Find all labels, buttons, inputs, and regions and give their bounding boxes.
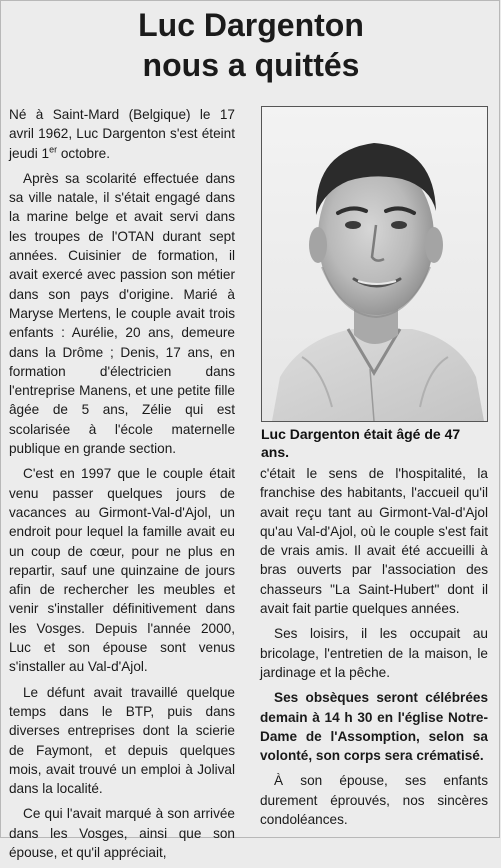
article-paragraph-funeral: Ses obsèques seront célébrées demain à 14 h 30 en l'église Notre-Dame de l'Assomption, selon sa volonté, son corps sera crématisé. [260, 690, 488, 764]
article-column-right [260, 464, 488, 835]
article-paragraph-hobbies: Ses loisirs, il les occupait au bricolage, l'entretien de la maison, le jardinage et la pêche. [260, 626, 488, 680]
article-paragraph-career: Après sa scolarité effectuée dans sa ville natale, il s'était engagé dans la marine belge et avait servi dans les troupes de l'OTAN durant sept années. Cuisinier de formation, il avait exercé avec passion son métier dans son pays d'origine. Marié à Maryse Mertens, le couple avait trois enfants : Aurélie, 20 ans, demeure dans la Drôme ; Denis, 17 ans, en formation d'électricien dans l'entreprise Manens, et une petite fille âgée de 5 ans, Zélie qui est scolarisée à l'école maternelle publique en grande section. [9, 170, 235, 457]
article-paragraph-work: Le défunt avait travaillé quelque temps dans le BTP, puis dans diverses entreprises dont la scierie de Faymont, et depuis quelques mois, avait trouvé un emploi à Jolival dans la localité. [9, 684, 235, 797]
article-paragraph-impressions-end: c'était le sens de l'hospitalité, la franchise des habitants, l'accueil qu'il avait reçu tant au Girmont-Val-d'Ajol qu'au Val-d'Ajol, où le couple s'est fait de vrais amis. Il avait été accueilli à bras ouverts par l'association des chasseurs "La Saint-Hubert" dont il avait fait partie quelques années. [260, 466, 488, 617]
intro-text: Né à Saint-Mard (Belgique) le 17 avril 1962, Luc Dargenton s'est éteint jeudi 1 [9, 107, 235, 161]
portrait-photo [261, 106, 488, 422]
headline-line-2: nous a quittés [142, 47, 360, 83]
headline-line-1: Luc Dargenton [138, 7, 364, 43]
article-paragraph-impressions-start: Ce qui l'avait marqué à son arrivée dans les Vosges, ainsi que son épouse, et qu'il appréciait, [9, 806, 235, 860]
article-paragraph-arrival: C'est en 1997 que le couple était venu passer quelques jours de vacances au Girmont-Val-d'Ajol, un endroit pour lequel la famille avait eu un coup de cœur, pour ne plus en repartir, sauf une quinzaine de jours afin de rechercher les meubles et venir s'installer définitivement dans les Vosges. Depuis l'année 2000, Luc et son épouse sont venus s'installer au Val-d'Ajol. [9, 466, 235, 675]
article-headline [1, 5, 501, 85]
photo-caption: Luc Dargenton était âgé de 47 ans. [261, 426, 461, 460]
article-column-left [9, 105, 235, 868]
intro-text-end: octobre. [57, 145, 110, 161]
ordinal-superscript: er [49, 144, 58, 155]
article-paragraph-intro [9, 105, 235, 163]
article-paragraph-condolences: À son épouse, ses enfants durement éprouvés, nos sincères condoléances. [260, 773, 488, 828]
